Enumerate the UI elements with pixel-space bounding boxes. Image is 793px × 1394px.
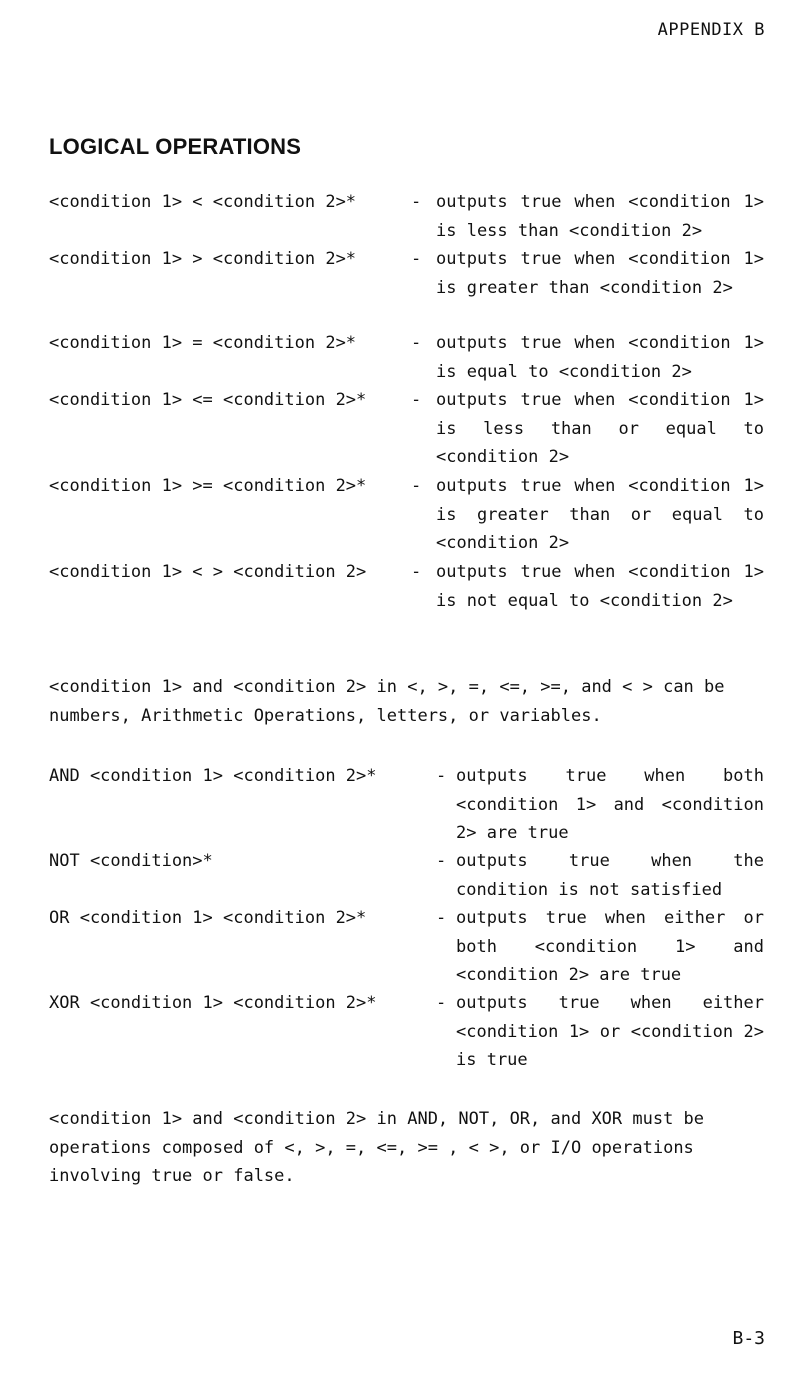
dash: - [436,993,447,1013]
operator-less-or-equal: <condition 1> <= <condition 2>* [49,390,367,410]
operator-greater-or-equal: <condition 1> >= <condition 2>* [49,476,367,496]
operator-xor: XOR <condition 1> <condition 2>* [49,993,377,1013]
dash: - [436,908,447,928]
description-greater-than: outputs true when <condition 1> is greater than <condition 2> [436,249,764,298]
description-xor: outputs true when either <condition 1> or <condition 2> is true [456,993,764,1071]
description-not-equal: outputs true when <condition 1> is not equal to <condition 2> [436,562,764,611]
dash: - [436,851,447,871]
appendix-header: APPENDIX B [657,20,765,40]
description-equal: outputs true when <condition 1> is equal to <condition 2> [436,333,764,382]
operator-not: NOT <condition>* [49,851,213,871]
page-number: B-3 [732,1328,765,1349]
dash: - [411,249,422,269]
description-less-than: outputs true when <condition 1> is less than <condition 2> [436,192,764,241]
description-and: outputs true when both <condition 1> and <condition 2> are true [456,766,764,844]
dash: - [411,476,422,496]
section-title: LOGICAL OPERATIONS [49,134,302,159]
operator-and: AND <condition 1> <condition 2>* [49,766,377,786]
paragraph-logical-note: <condition 1> and <condition 2> in AND, NOT, OR, and XOR must be operations composed of <, >, =, <=, >= , < >, or I/O operations involving true or false. [49,1109,705,1187]
operator-equal: <condition 1> = <condition 2>* [49,333,357,353]
operator-less-than: <condition 1> < <condition 2>* [49,192,357,212]
dash: - [411,562,422,582]
dash: - [411,390,422,410]
operator-greater-than: <condition 1> > <condition 2>* [49,249,357,269]
description-not: outputs true when the condition is not satisfied [456,851,764,900]
dash: - [411,192,422,212]
description-or: outputs true when either or both <condition 1> and <condition 2> are true [456,908,764,986]
operator-or: OR <condition 1> <condition 2>* [49,908,367,928]
description-less-or-equal: outputs true when <condition 1> is less than or equal to <condition 2> [436,390,764,468]
operator-not-equal: <condition 1> < > <condition 2> [49,562,367,582]
dash: - [411,333,422,353]
description-greater-or-equal: outputs true when <condition 1> is greater than or equal to <condition 2> [436,476,764,554]
paragraph-comparison-note: <condition 1> and <condition 2> in <, >, =, <=, >=, and < > can be numbers, Arithmetic Operations, letters, or variables. [49,677,725,726]
dash: - [436,766,447,786]
